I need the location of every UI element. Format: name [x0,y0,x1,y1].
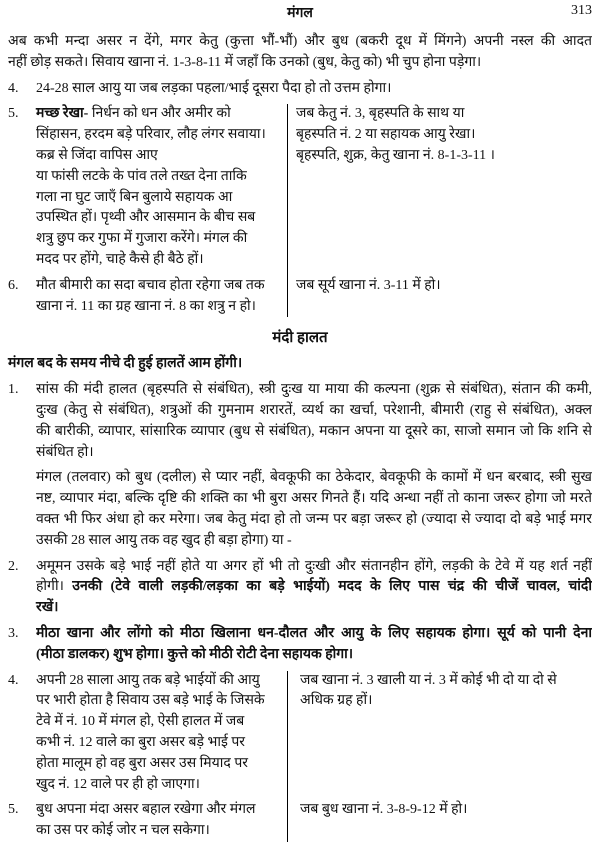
list-item-6 [8,276,592,318]
text-line: वक्त भी फिर अंधा हो कर मरेगा। जब केतु मंदा हो तो जन्म पर बड़ा जरूर हो (ज्यादा से ज्यादा दो बड़े भाई मगर [36,511,592,527]
text-line: खुद नं. 12 वाले पर ही हो जाएगा। [36,776,200,792]
text-line: बृहस्पति, शुक्र, केतु खाना नं. 8-1-3-11 । [296,147,495,163]
bad-item-5 [8,800,592,842]
item-number: 4. [8,672,19,688]
text-line: शत्रु छुप कर गुफा में गुजारा करेंगे। मंगल की [36,231,248,247]
text-line: जब बुध खाना नं. 3-8-9-12 में हो। [300,802,468,818]
text-line: बृहस्पति नं. 2 या सहायक आयु रेखा। [296,127,476,143]
intro-paragraph [8,32,592,74]
bad-item-1 [8,380,592,463]
text-line: नहीं छोड़ सकते। सिवाय खाना नं. 1-3-8-11 में जहाँ कि उनको (बुध, केतु को) भी चुप होना पड़ेगा। [8,54,482,70]
text-line: कब्र से जिंदा वापिस आए [36,147,158,163]
text-line: होगी। [36,579,73,595]
item-number: 3. [8,625,19,641]
section-intro: मंगल बद के समय नीचे दी हुई हालतें आम होंगी। [8,356,243,372]
text-line: सिंहासन, हरदम बड़े परिवार, लौह लंगर सवाया। [36,127,266,143]
text-line: संबंधित हो। [36,444,94,460]
document-page [8,0,592,842]
condition-column [288,276,592,318]
text-line: कभी नं. 12 वाले का बुरा असर बड़े भाई पर [36,734,246,750]
text-line: उसकी 28 साल आयु तक वह खुद ही बड़ा होगा) या - [36,532,292,548]
text-line: जब खाना नं. 3 खाली या नं. 3 में कोई भी दो या दो से [300,672,557,688]
page-number: 313 [571,3,592,18]
text-line: की बारीकी, व्यापार, सांसारिक व्यापार (बुध से संबंधित), मकान अपना या दूसरे का, साजो समान जो कि शनि से [36,423,592,439]
text-line: नष्ट, व्यापार मंदा, बल्कि दृष्टि की शक्ति का भी बुरा असर गिनते हैं। यदि अन्धा नहीं तो काना जरूर होगा जो मरते [36,491,592,507]
effect-column [36,671,288,801]
text-line: निर्धन को धन और अमीर को [88,106,231,122]
bad-item-3 [8,624,592,666]
bold-remedy: रखें। [36,600,59,616]
list-item-4 [8,79,592,100]
text-line: खाना नं. 11 का ग्रह खाना नं. 8 का शत्रु न हो। [36,298,256,314]
condition-column [288,800,592,842]
page-header [8,0,592,26]
text-line: मीठा खाना और लोंगो को मीठा खिलाना धन-दौलत और आयु के लिए सहायक होगा। सूर्य को पानी देना [36,625,592,641]
text-line: जब केतु नं. 3, बृहस्पति के साथ या [296,106,465,122]
bad-item-1-paragraph [8,468,592,551]
running-title: मंगल [287,6,313,21]
text-line: अमूमन उसके बड़े भाई नहीं होते या अगर हों भी तो दुःखी और संतानहीन होंगे, लड़की के टेवे में यह शर्त नहीं [36,558,592,574]
text-line: बुध अपना मंदा असर बहाल रखेगा और मंगल [36,802,256,818]
text-line: अब कभी मन्दा असर न देंगे, मगर केतु (कुत्ता भौं-भौं) और बुध (बकरी दूध में मिंगने) अपनी नस्ल की आदत [8,34,592,49]
text-line: (मीठा डालकर) शुभ होगा। कुत्ते को मीठी रोटी देना सहायक होगा। [36,646,354,662]
section-heading: मंदी हालत [272,330,328,347]
item-number: 5. [8,106,19,122]
condition-column [288,671,592,801]
text-line: दुःख (केतु से संबंधित), शत्रुओं की गुमनाम शरारतें, व्यर्थ का खर्चा, परेशानी, बीमारी (राहु से संबंधित), अक्ल [36,402,592,418]
text-line: उपस्थित हों। पृथ्वी और आसमान के बीच सब [36,210,256,226]
text-line: टेवे में नं. 10 में मंगल हो, ऐसी हालत में जब [36,714,245,730]
text-line: होता मालूम हो वह बुरा असर उस मियाद पर [36,755,249,771]
effect-column [36,800,288,842]
text-line: 24-28 साल आयु या जब लड़का पहला/भाई दूसरा पैदा हो तो उत्तम होगा। [36,80,392,96]
text-line: जब सूर्य खाना नं. 3-11 में हो। [296,277,441,293]
item-number: 6. [8,277,19,293]
text-line: मदद पर होंगे, चाहे कैसे ही बैठे हों। [36,251,204,267]
text-line: मंगल (तलवार) को बुध (दलील) से प्यार नहीं, बेवकूफी का ठेकेदार, बेवकूफी के कामों में धन बरबाद, स्त्री सुख [36,470,592,486]
text-line: अपनी 28 साला आयु तक बड़े भाईयों की आयु [36,672,260,688]
text-line: या फांसी लटके के पांव तले तख्त देना ताकि [36,168,247,184]
item-number: 5. [8,802,19,818]
bad-item-2 [8,557,592,619]
text-line: का उस पर कोई जोर न चल सकेगा। [36,823,210,839]
item-number: 2. [8,558,19,574]
bold-remedy: उनकी (टेवे वाली लड़की/लड़का का बड़े भाईयों) मदद के लिए पास चंद्र की चीजें चावल, चांदी [72,579,592,595]
effect-column [36,276,288,318]
bold-term: मच्छ रेखा- [36,106,89,122]
text-line: पर भारी होता है सिवाय उस बड़े भाई के जिसके [36,693,265,709]
text-line: गला ना घुट जाएँ बिन बुलाये सहायक आ [36,189,233,205]
text-line: अधिक ग्रह हों। [300,693,373,709]
bad-item-4 [8,671,592,801]
list-item-5 [8,104,592,275]
text-line: मौत बीमारी का सदा बचाव होता रहेगा जब तक [36,277,265,293]
item-number: 4. [8,80,19,96]
effect-column [36,104,288,275]
condition-column [288,104,592,275]
text-line: सांस की मंदी हालत (बृहस्पति से संबंधित), स्त्री दुःख या माया की कल्पना (शुक्र से संबंधित), संतान की कमी, [36,382,592,398]
item-number: 1. [8,382,19,398]
